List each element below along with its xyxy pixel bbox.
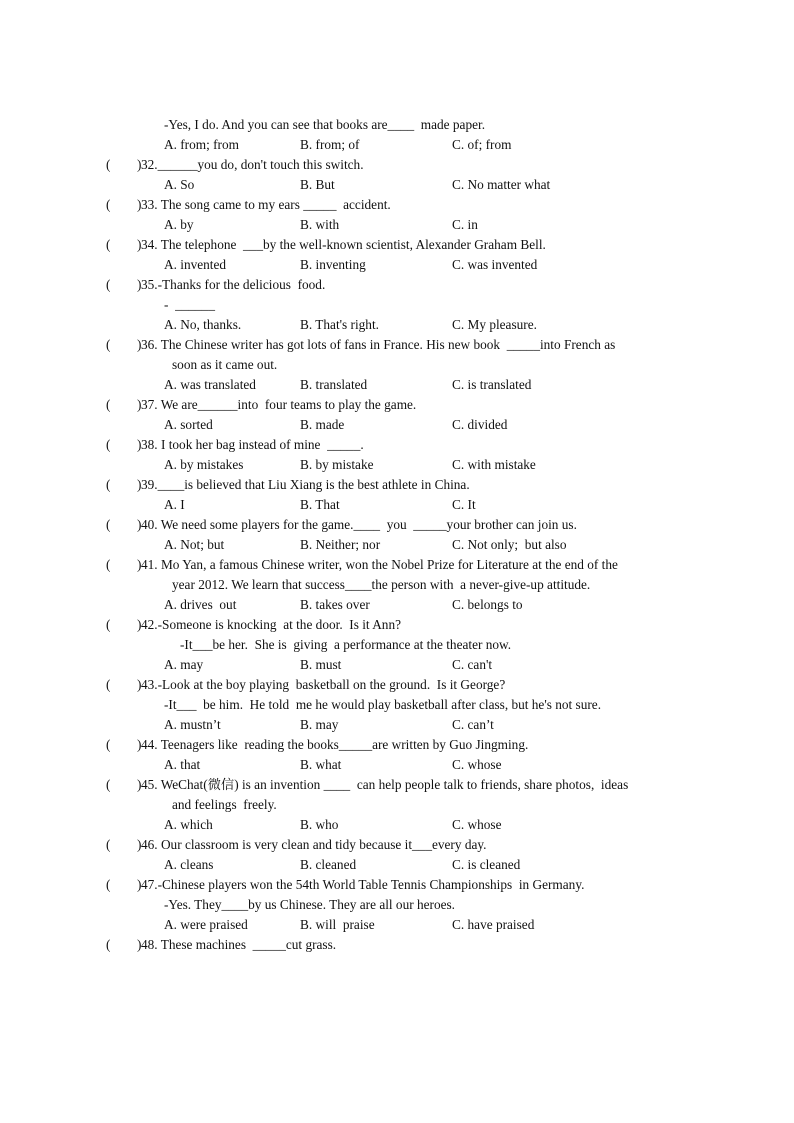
option-a: A. mustn’t [164, 717, 221, 732]
question-text: 32.______you do, don't touch this switch. [141, 157, 364, 172]
option-b: B. may [300, 717, 339, 732]
option-b: B. who [300, 817, 339, 832]
option-a: A. may [164, 657, 204, 672]
question-continuation: - ______ [164, 297, 215, 312]
option-c: C. with mistake [452, 457, 536, 472]
option-c: C. is translated [452, 377, 532, 392]
question-continuation: -It___ be him. He told me he would play basketball after class, but he's not sure. [164, 697, 602, 712]
option-c: C. belongs to [452, 597, 523, 612]
answer-blank: ( ) [106, 737, 142, 752]
option-a: A. were praised [164, 917, 248, 932]
option-a: A. which [164, 817, 213, 832]
option-b: B. Neither; nor [300, 537, 381, 552]
answer-blank: ( ) [106, 617, 142, 632]
option-a: A. No, thanks. [164, 317, 242, 332]
option-b: B. from; of [300, 137, 360, 152]
question-continuation: year 2012. We learn that success____the person with a never-give-up attitude. [172, 577, 591, 592]
option-a: A. cleans [164, 857, 214, 872]
answer-blank: ( ) [106, 237, 142, 252]
option-b: B. by mistake [300, 457, 374, 472]
pre-question-line: -Yes, I do. And you can see that books are____ made paper. [164, 117, 486, 132]
option-a: A. I [164, 497, 185, 512]
answer-blank: ( ) [106, 777, 142, 792]
option-c: C. No matter what [452, 177, 551, 192]
question-text: 39.____is believed that Liu Xiang is the best athlete in China. [141, 477, 470, 492]
answer-blank: ( ) [106, 677, 142, 692]
question-text: 34. The telephone ___by the well-known scientist, Alexander Graham Bell. [141, 237, 546, 252]
option-b: B. inventing [300, 257, 366, 272]
option-b: B. That's right. [300, 317, 379, 332]
question-text: 42.-Someone is knocking at the door. Is it Ann? [141, 617, 401, 632]
option-a: A. invented [164, 257, 227, 272]
answer-blank: ( ) [106, 397, 142, 412]
question-text: 44. Teenagers like reading the books_____are written by Guo Jingming. [141, 737, 529, 752]
question-text: 35.-Thanks for the delicious food. [141, 277, 326, 292]
question-text: 40. We need some players for the game.____ you _____your brother can join us. [141, 517, 577, 532]
question-text: 38. I took her bag instead of mine _____. [141, 437, 364, 452]
question-text: 45. WeChat(微信) is an invention ____ can help people talk to friends, share photos, ideas [141, 777, 629, 792]
option-a: A. Not; but [164, 537, 225, 552]
answer-blank: ( ) [106, 277, 142, 292]
option-b: B. with [300, 217, 340, 232]
option-c: C. is cleaned [452, 857, 521, 872]
question-text: 36. The Chinese writer has got lots of fans in France. His new book _____into French as [141, 337, 616, 352]
question-text: 46. Our classroom is very clean and tidy because it___every day. [141, 837, 487, 852]
question-text: 37. We are______into four teams to play the game. [141, 397, 417, 412]
option-b: B. made [300, 417, 345, 432]
option-c: C. can't [452, 657, 493, 672]
question-continuation: soon as it came out. [172, 357, 278, 372]
answer-blank: ( ) [106, 197, 142, 212]
option-a: A. that [164, 757, 201, 772]
answer-blank: ( ) [106, 877, 142, 892]
answer-blank: ( ) [106, 477, 142, 492]
option-b: B. takes over [300, 597, 370, 612]
question-continuation: -It___be her. She is giving a performance at the theater now. [180, 637, 512, 652]
option-c: C. My pleasure. [452, 317, 537, 332]
option-c: C. in [452, 217, 478, 232]
option-a: A. by [164, 217, 194, 232]
option-c: C. can’t [452, 717, 494, 732]
option-b: B. what [300, 757, 342, 772]
answer-blank: ( ) [106, 557, 142, 572]
option-c: C. was invented [452, 257, 538, 272]
answer-blank: ( ) [106, 517, 142, 532]
option-a: A. from; from [164, 137, 239, 152]
question-text: 48. These machines _____cut grass. [141, 937, 337, 952]
option-b: B. cleaned [300, 857, 357, 872]
question-continuation: and feelings freely. [172, 797, 277, 812]
option-a: A. by mistakes [164, 457, 244, 472]
question-text: 43.-Look at the boy playing basketball on the ground. Is it George? [141, 677, 506, 692]
question-continuation: -Yes. They____by us Chinese. They are all our heroes. [164, 897, 456, 912]
option-a: A. drives out [164, 597, 237, 612]
option-a: A. sorted [164, 417, 213, 432]
option-c: C. Not only; but also [452, 537, 567, 552]
option-b: B. That [300, 497, 340, 512]
option-a: A. was translated [164, 377, 256, 392]
option-c: C. whose [452, 817, 502, 832]
option-c: C. have praised [452, 917, 535, 932]
option-c: C. of; from [452, 137, 512, 152]
answer-blank: ( ) [106, 337, 142, 352]
answer-blank: ( ) [106, 937, 142, 952]
option-b: B. must [300, 657, 342, 672]
option-b: B. But [300, 177, 335, 192]
option-a: A. So [164, 177, 195, 192]
option-c: C. divided [452, 417, 508, 432]
question-text: 33. The song came to my ears _____ accident. [141, 197, 391, 212]
question-text: 47.-Chinese players won the 54th World Table Tennis Championships in Germany. [141, 877, 585, 892]
answer-blank: ( ) [106, 437, 142, 452]
answer-blank: ( ) [106, 157, 142, 172]
answer-blank: ( ) [106, 837, 142, 852]
option-b: B. translated [300, 377, 368, 392]
option-b: B. will praise [300, 917, 375, 932]
question-text: 41. Mo Yan, a famous Chinese writer, won the Nobel Prize for Literature at the end of the [141, 557, 618, 572]
option-c: C. It [452, 497, 476, 512]
option-c: C. whose [452, 757, 502, 772]
